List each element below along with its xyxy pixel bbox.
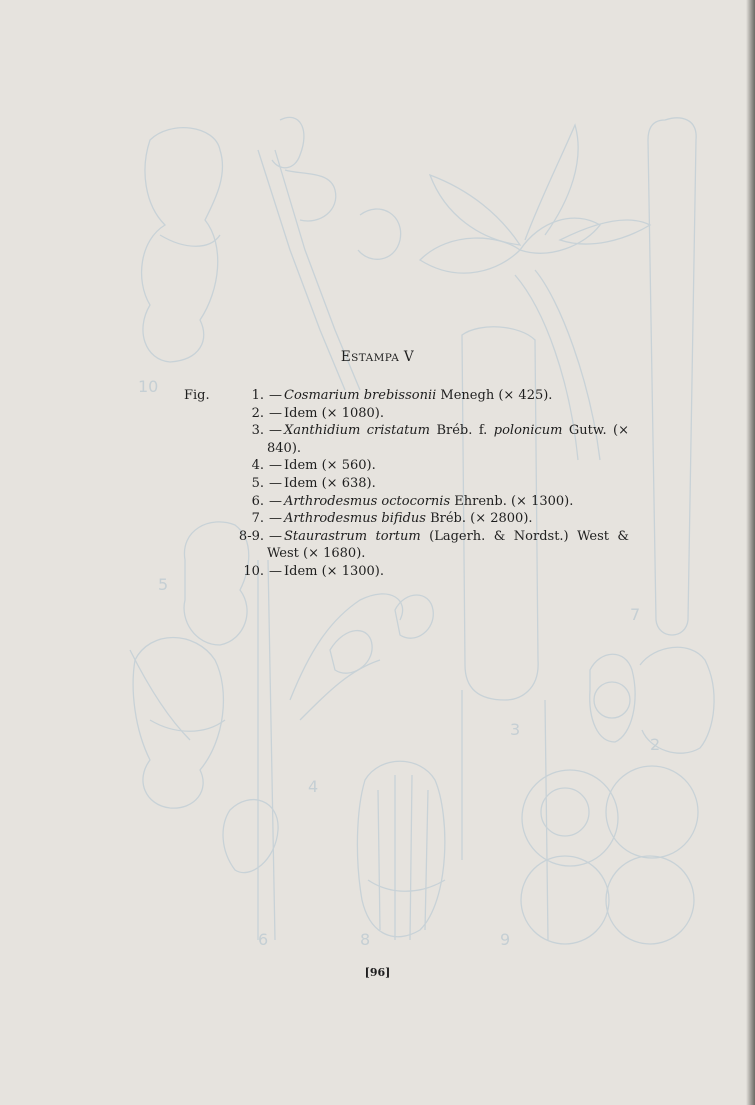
fig-label — [184, 493, 220, 511]
caption-entry — [184, 493, 629, 511]
description-text: Idem (× 638). — [284, 475, 376, 491]
figure-number: 4. — [251, 458, 264, 474]
svg-text:10: 10 — [138, 377, 159, 396]
figure-description — [264, 457, 629, 475]
caption-entry — [184, 475, 629, 493]
figure-number: 6. — [251, 493, 264, 509]
fig-label — [184, 405, 220, 423]
em-dash: — — [269, 475, 282, 491]
fig-label — [184, 510, 220, 528]
caption-entry — [184, 563, 629, 581]
figure-description — [264, 528, 629, 563]
figure-number: 2. — [251, 405, 264, 421]
fig-label — [184, 563, 220, 581]
description-text: Bréb. (× 2800). — [425, 511, 533, 527]
caption-entry — [184, 387, 629, 405]
em-dash: — — [269, 528, 282, 544]
description-text: (Lagerh. & Nordst.) West & West (× 1680). — [267, 528, 629, 562]
figure-description — [264, 510, 629, 528]
plate-title-word: STAMPA — [351, 352, 400, 364]
species-name: Arthrodesmus bifidus — [284, 511, 426, 527]
figure-description — [264, 405, 629, 423]
fig-label — [184, 475, 220, 493]
page-number: [96] — [364, 966, 391, 979]
plate-title-numeral: V — [403, 349, 415, 365]
page-edge-shadow — [746, 0, 755, 1105]
description-text: Idem (× 1080). — [284, 405, 384, 421]
svg-text:9: 9 — [500, 930, 511, 949]
plate-title — [0, 349, 755, 365]
em-dash: — — [269, 493, 282, 509]
fig-label — [184, 457, 220, 475]
caption-entry — [184, 457, 629, 475]
caption-entry — [184, 528, 629, 563]
species-name: Arthrodesmus octocornis — [284, 493, 451, 509]
figure-description — [264, 422, 629, 457]
fig-label — [184, 528, 220, 563]
em-dash: — — [269, 423, 282, 439]
figure-caption-list — [184, 387, 629, 581]
fig-label — [184, 422, 220, 457]
em-dash: — — [269, 458, 282, 474]
figure-number: 8-9. — [238, 528, 264, 544]
plate-title-initial: E — [340, 349, 352, 365]
em-dash: — — [269, 405, 282, 421]
caption-entry — [184, 405, 629, 423]
figure-number: 10. — [243, 563, 264, 579]
figure-description — [264, 387, 629, 405]
svg-text:4: 4 — [308, 777, 319, 796]
figure-number: 7. — [251, 511, 264, 527]
description-text: Bréb. f. — [430, 423, 494, 439]
svg-text:5: 5 — [158, 575, 169, 594]
caption-entry — [184, 510, 629, 528]
species-name: Cosmarium brebissonii — [284, 388, 437, 403]
figure-description — [264, 493, 629, 511]
description-text: Idem (× 560). — [284, 458, 376, 474]
description-text: Ehrenb. (× 1300). — [450, 493, 574, 509]
svg-text:8: 8 — [360, 930, 371, 949]
svg-text:7: 7 — [630, 605, 641, 624]
description-text: Idem (× 1300). — [284, 563, 384, 579]
em-dash: — — [269, 511, 282, 527]
description-text: Gutw. (× 840). — [267, 423, 629, 456]
figure-number: 1. — [251, 388, 264, 403]
figure-description — [264, 563, 629, 581]
species-name: Staurastrum tortum — [284, 528, 421, 544]
figure-number: 5. — [251, 475, 264, 491]
caption-entry — [184, 422, 629, 457]
em-dash: — — [269, 563, 282, 579]
svg-text:2: 2 — [650, 735, 661, 754]
fig-label: Fig. — [184, 388, 210, 403]
em-dash: — — [269, 388, 282, 403]
svg-text:3: 3 — [510, 720, 521, 739]
figure-description — [264, 475, 629, 493]
figure-number: 3. — [251, 423, 264, 439]
description-text: Menegh (× 425). — [436, 388, 553, 403]
species-name: Xanthidium cristatum — [284, 423, 430, 439]
species-name: polonicum — [493, 423, 563, 439]
svg-text:6: 6 — [258, 930, 269, 949]
